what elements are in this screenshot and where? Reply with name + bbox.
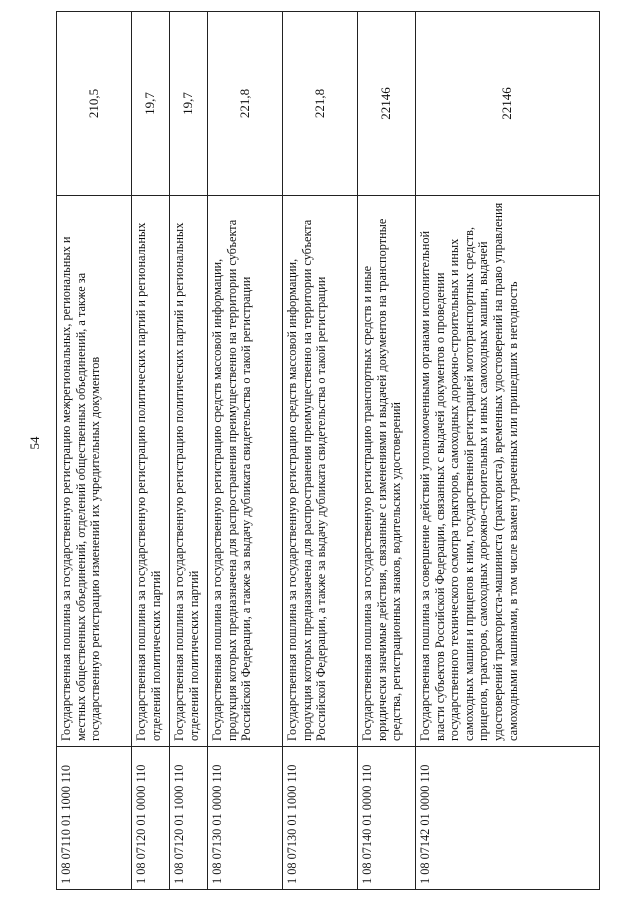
budget-code-cell: 1 08 07120 01 1000 110 [170,747,208,890]
page-number: 54 [27,436,42,450]
budget-code-cell: 1 08 07110 01 1000 110 [57,747,132,890]
table-row [358,12,416,890]
budget-code-cell: 1 08 07140 01 0000 110 [358,747,416,890]
amount-cell: 22146 [416,12,600,196]
amount-cell: 210,5 [57,12,132,196]
revenue-table [56,11,600,890]
budget-code-cell: 1 08 07130 01 0000 110 [208,747,283,890]
description-cell: Государственная пошлина за государственную регистрацию межрегиональных, региональных и местных общественных объединений, отделений общественных объединений, а также за государственную регистрацию изменений их учредительных документов [57,196,132,747]
table-row [170,12,208,890]
budget-code-cell: 1 08 07142 01 0000 110 [416,747,600,890]
amount-cell: 221,8 [208,12,283,196]
table-row [208,12,283,890]
amount-cell: 19,7 [170,12,208,196]
table-row [283,12,358,890]
table-row [132,12,170,890]
amount-cell: 19,7 [132,12,170,196]
description-cell: Государственная пошлина за государственную регистрацию политических партий и региональных отделений политических партий [132,196,170,747]
description-cell: Государственная пошлина за государственную регистрацию транспортных средств и иные юридически значимые действия, связанные с изменениями и выдачей документов на транспортные средства, регистрационных знаков, водительских удостоверений [358,196,416,747]
table-row [416,12,600,890]
table-row [57,12,132,890]
description-cell: Государственная пошлина за совершение действий уполномоченными органами исполнительной власти субъектов Российской Федерации, связанных с выдачей документов о проведении государственного технического осмотра тракторов, самоходных дорожно-строительных и иных самоходных машин и прицепов к ним, государственной регистрацией мототранспортных средств, прицепов, тракторов, самоходных дорожно-строительных и иных самоходных машин, выдачей удостоверений тракториста-машиниста (тракториста), временных удостоверений на право управления самоходными машинами, в том числе взамен утраченных или пришедших в негодность [416,196,600,747]
amount-cell: 221,8 [283,12,358,196]
budget-code-cell: 1 08 07130 01 1000 110 [283,747,358,890]
amount-cell: 22146 [358,12,416,196]
budget-code-cell: 1 08 07120 01 0000 110 [132,747,170,890]
description-cell: Государственная пошлина за государственную регистрацию средств массовой информации, продукция которых предназначена для распространения преимущественно на территории субъекта Российской Федерации, а также за выдачу дубликата свидетельства о такой регистрации [208,196,283,747]
description-cell: Государственная пошлина за государственную регистрацию средств массовой информации, продукция которых предназначена для распространения преимущественно на территории субъекта Российской Федерации, а также за выдачу дубликата свидетельства о такой регистрации [283,196,358,747]
description-cell: Государственная пошлина за государственную регистрацию политических партий и региональных отделений политических партий [170,196,208,747]
revenue-table-container [56,45,599,890]
